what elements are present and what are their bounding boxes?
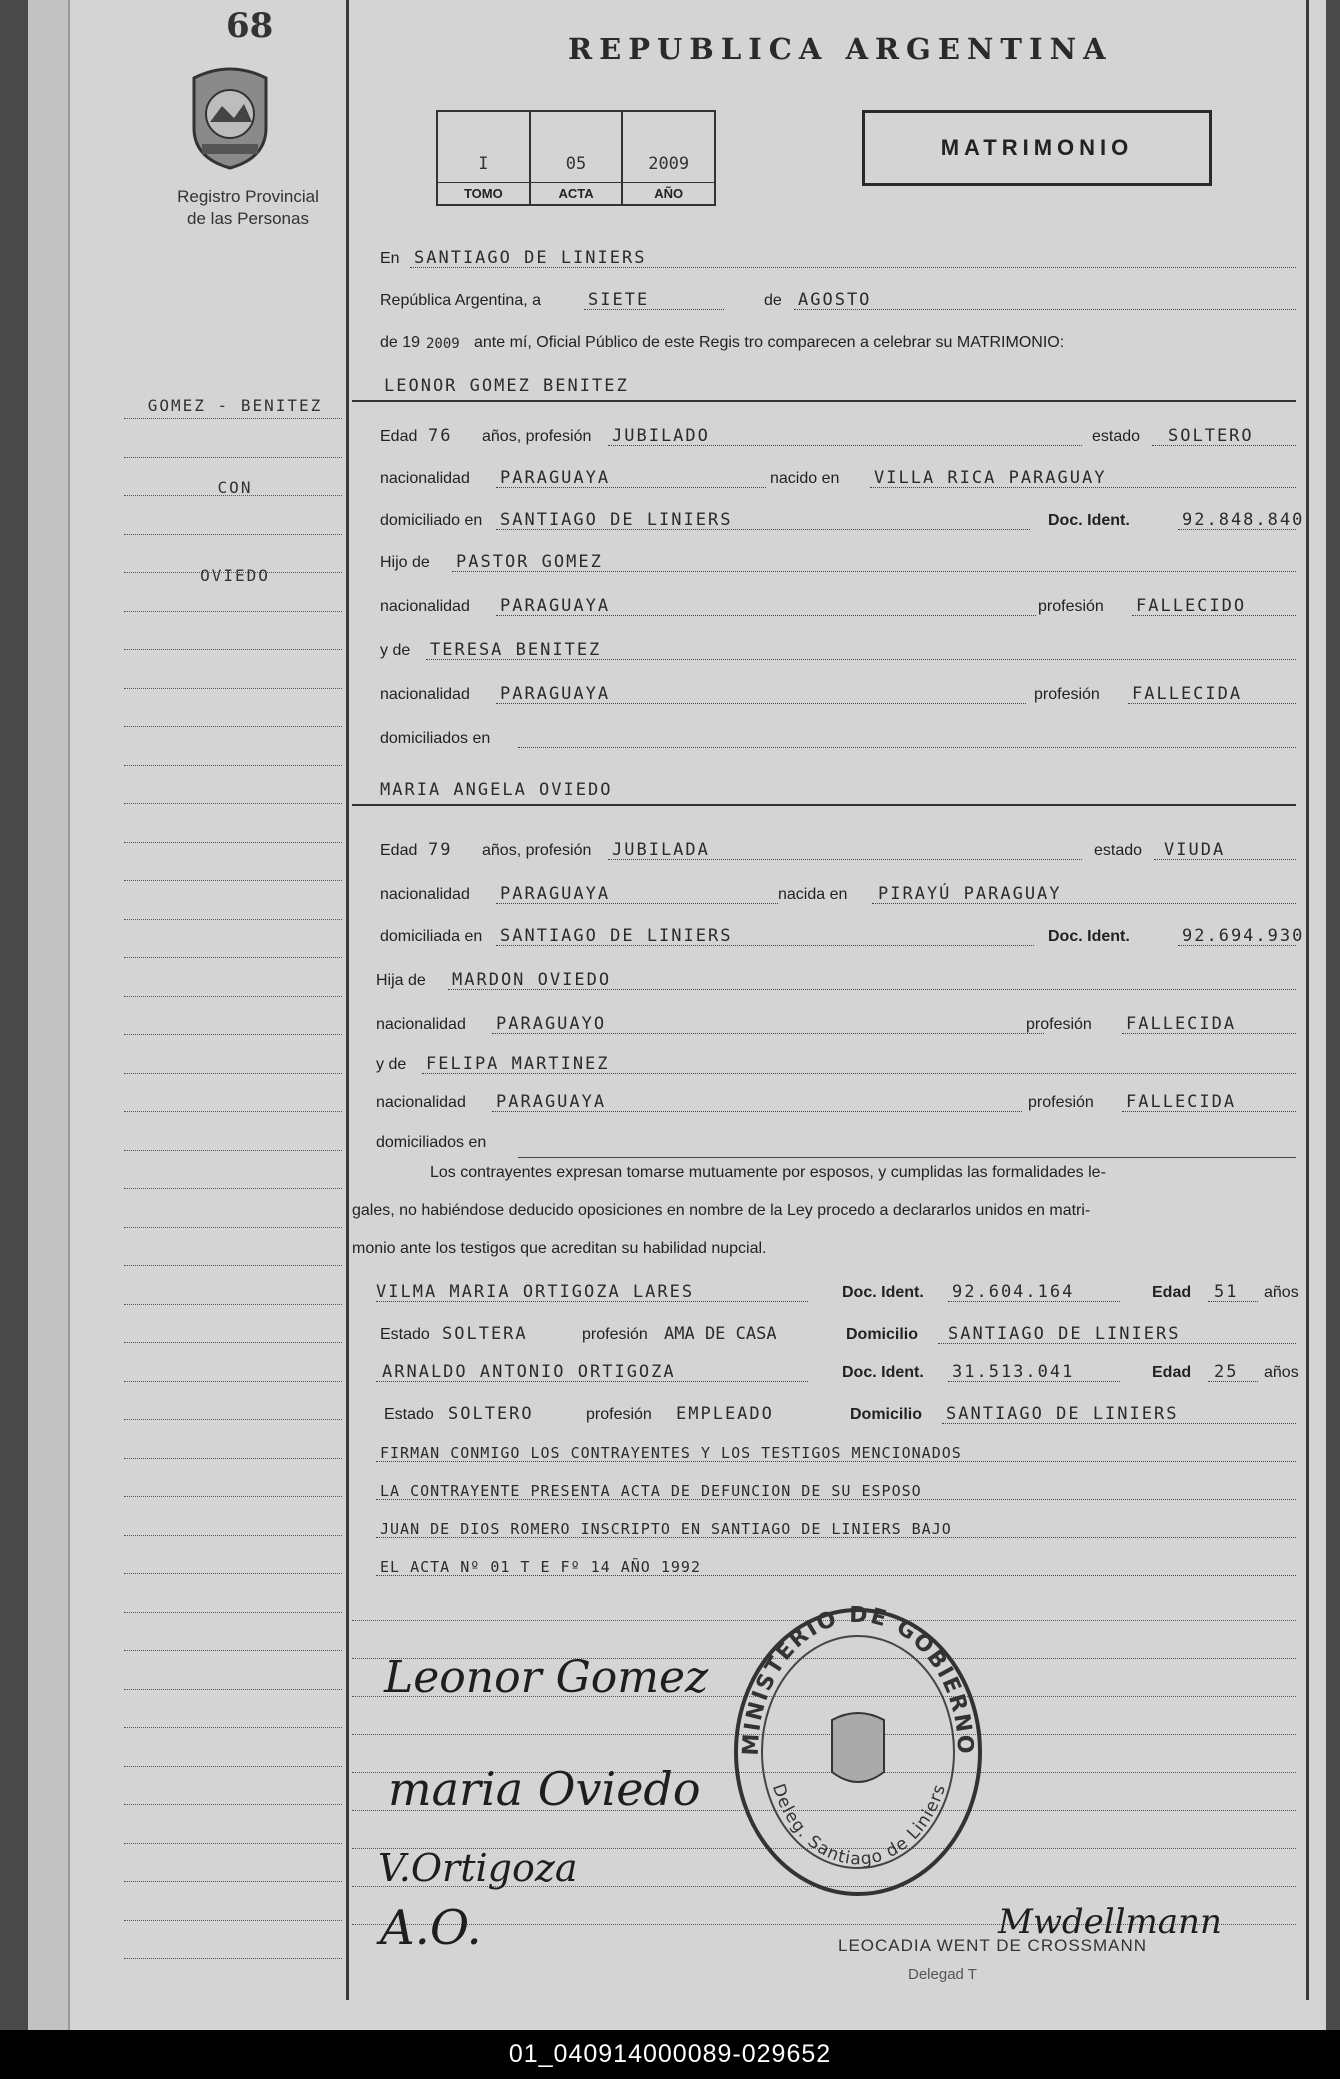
row-c2-domiciliados: domiciliados en: [352, 1118, 1296, 1158]
acta-cell: [531, 112, 624, 204]
binding-margin: [28, 0, 70, 2030]
row-c2-domicilio: domiciliada en SANTIAGO DE LINIERS Doc. Ident. 92.694.930: [380, 926, 1305, 946]
margin-rule: [124, 765, 342, 766]
document-id-footer: 01_040914000089-029652: [0, 2030, 1340, 2079]
contrayente2-nombre: MARIA ANGELA OVIEDO: [380, 780, 613, 800]
margin-rule: [124, 1111, 342, 1112]
row-contrayente2-nombre: [352, 766, 1296, 806]
row-testigo1-nombre: VILMA MARIA ORTIGOZA LARES Doc. Ident. 92.604.164 Edad 51 años: [376, 1282, 1299, 1302]
margin-note-surnames: GOMEZ - BENITEZ: [147, 396, 323, 415]
oficial-title: Delegad T: [908, 1966, 977, 1983]
margin-rule: [124, 649, 342, 650]
row-c2-padre-nac: nacionalidad PARAGUAYO profesión FALLECIDA: [352, 1000, 1296, 1040]
row-lugar: En SANTIAGO DE LINIERS: [352, 234, 1296, 274]
tomo-acta-ano-box: [436, 110, 716, 206]
margin-rule: [124, 1188, 342, 1189]
margin-rule: [124, 996, 342, 997]
margin-rule: [124, 1843, 342, 1844]
margin-rule: [124, 880, 342, 881]
acta-label: ACTA: [531, 182, 622, 204]
ministerio-stamp: [728, 1602, 988, 1902]
stamp-text-top: MINISTERIO DE GOBIERNO: [738, 1602, 978, 1757]
page-number: 68: [226, 6, 274, 46]
margin-rule: [124, 1304, 342, 1305]
margin-rule: [124, 457, 342, 458]
margin-rule: [124, 1034, 342, 1035]
provincial-seal-icon: [188, 66, 272, 170]
margin-rule: [124, 842, 342, 843]
ano-value: 2009: [648, 154, 690, 174]
tomo-cell: [438, 112, 531, 204]
margin-rule: [124, 495, 342, 496]
signature-testigo1: V.Ortigoza: [378, 1846, 578, 1890]
margin-rule: [124, 919, 342, 920]
margin-rule: [124, 1458, 342, 1459]
margin-rule: [124, 957, 342, 958]
signature-contrayente1: Leonor Gomez: [384, 1652, 709, 1703]
row-c1-domicilio: domiciliado en SANTIAGO DE LINIERS Doc. Ident. 92.848.840: [380, 510, 1305, 530]
margin-rule: [124, 572, 342, 573]
row-testigo2-estado: Estado SOLTERO profesión EMPLEADO Domicilio SANTIAGO DE LINIERS: [352, 1390, 1296, 1430]
ano-cell: [623, 112, 714, 204]
tomo-label: TOMO: [438, 182, 529, 204]
margin-rule: [124, 611, 342, 612]
row-c2-madre: y de FELIPA MARTINEZ: [352, 1040, 1296, 1080]
signature-oficial: Mwdellmann: [998, 1902, 1222, 1942]
row-c1-madre-nac: nacionalidad PARAGUAYA profesión FALLECIDA: [352, 670, 1296, 710]
row-testigo2-nombre: ARNALDO ANTONIO ORTIGOZA Doc. Ident. 31.513.041 Edad 25 años: [352, 1348, 1296, 1388]
signature-contrayente2: maria Oviedo: [388, 1762, 701, 1816]
svg-text:Deleg. Santiago de Liniers: [768, 1781, 950, 1869]
margin-rule: [124, 1804, 342, 1805]
margin-rule: [124, 1419, 342, 1420]
row-c2-padre: Hija de MARDON OVIEDO: [352, 956, 1296, 996]
declaracion-paragraph: Los contrayentes expresan tomarse mutuamente por esposos, y cumplidas las formalidades le- gales, no habiéndose deducido oposiciones en nombre de la Ley procedo a declararlos unidos en matri- monio ante los testigos que acreditan su habilidad nupcial.: [352, 1164, 1106, 1257]
row-c2-madre-nac: nacionalidad PARAGUAYA profesión FALLECIDA: [352, 1078, 1296, 1118]
testigo2-nombre: ARNALDO ANTONIO ORTIGOZA: [382, 1362, 676, 1382]
row-c2-edad: Edad 79 años, profesión JUBILADA estado VIUDA: [352, 826, 1296, 866]
row-c1-edad: Edad 76 años, profesión JUBILADO estado SOLTERO: [352, 412, 1296, 452]
margin-rule: [124, 1650, 342, 1651]
margin-note-con: CON: [217, 478, 253, 497]
row-c2-nacionalidad: nacionalidad PARAGUAYA nacida en PIRAYÚ PARAGUAY: [352, 870, 1296, 910]
lugar-value: SANTIAGO DE LINIERS: [414, 248, 647, 268]
row-contrayente1-nombre: [352, 362, 1296, 402]
margin-rule: [124, 418, 342, 419]
testigo1-nombre: VILMA MARIA ORTIGOZA LARES: [376, 1282, 695, 1302]
dia-value: SIETE: [588, 290, 650, 310]
margin-rule: [124, 726, 342, 727]
row-c1-padre: Hijo de PASTOR GOMEZ: [352, 538, 1296, 578]
margin-rule: [124, 1535, 342, 1536]
registro-label: Registro Provincial de las Personas: [177, 187, 319, 228]
row-c1-padre-nac: nacionalidad PARAGUAYA profesión FALLECIDO: [352, 582, 1296, 622]
row-testigo1-estado: Estado SOLTERA profesión AMA DE CASA Domicilio SANTIAGO DE LINIERS: [352, 1310, 1296, 1350]
contrayente1-nombre: LEONOR GOMEZ BENITEZ: [384, 376, 629, 396]
acta-type-box: MATRIMONIO: [862, 110, 1212, 186]
margin-rule: [124, 1766, 342, 1767]
row-c1-nacionalidad: nacionalidad PARAGUAYA nacido en VILLA RICA PARAGUAY: [352, 454, 1296, 494]
document-page: [28, 0, 1326, 2030]
row-comparecen: de 19 2009 ante mí, Oficial Público de este Regis tro comparecen a celebrar su MATRIMONIO:: [380, 334, 1065, 352]
stamp-text-bottom: Deleg. Santiago de Liniers: [767, 1781, 951, 1870]
mes-value: AGOSTO: [798, 290, 872, 310]
margin-rule: [124, 1496, 342, 1497]
right-border: [1306, 0, 1309, 2000]
margin-rule: [124, 1265, 342, 1266]
margin-note-oviedo: OVIEDO: [200, 566, 270, 585]
row-nota-1: FIRMAN CONMIGO LOS CONTRAYENTES Y LOS TESTIGOS MENCIONADOS: [352, 1428, 1296, 1468]
margin-rule: [124, 1881, 342, 1882]
margin-rule: [124, 1958, 342, 1959]
acta-value: 05: [565, 154, 587, 174]
ano-label: AÑO: [623, 182, 714, 204]
margin-rule: [124, 1150, 342, 1151]
row-nota-2: LA CONTRAYENTE PRESENTA ACTA DE DEFUNCION DE SU ESPOSO: [352, 1466, 1296, 1506]
row-c1-madre: y de TERESA BENITEZ: [352, 626, 1296, 666]
margin-rule: [124, 534, 342, 535]
document-title: REPUBLICA ARGENTINA: [568, 32, 1113, 66]
margin-rule: [124, 1612, 342, 1613]
margin-rule: [124, 1727, 342, 1728]
ano-written: 2009: [426, 336, 460, 352]
margin-rule: [124, 688, 342, 689]
margin-rule: [124, 803, 342, 804]
margin-divider: [346, 0, 349, 2000]
margin-rule: [124, 1073, 342, 1074]
row-fecha: República Argentina, a SIETE de AGOSTO: [352, 276, 1296, 316]
row-nota-3: JUAN DE DIOS ROMERO INSCRIPTO EN SANTIAGO DE LINIERS BAJO: [352, 1504, 1296, 1544]
margin-rule: [124, 1573, 342, 1574]
tomo-value: I: [478, 154, 489, 174]
margin-rule: [124, 1381, 342, 1382]
margin-rule: [124, 1227, 342, 1228]
margin-rule: [124, 1342, 342, 1343]
row-c1-domiciliados: domiciliados en: [352, 714, 1296, 754]
margin-rule: [124, 1689, 342, 1690]
oficial-name: LEOCADIA WENT DE CROSSMANN: [838, 1936, 1148, 1955]
margin-rule: [124, 1920, 342, 1921]
signature-testigo2: A.O.: [380, 1900, 482, 1956]
row-nota-4: EL ACTA Nº 01 T E Fº 14 AÑO 1992: [352, 1542, 1296, 1582]
